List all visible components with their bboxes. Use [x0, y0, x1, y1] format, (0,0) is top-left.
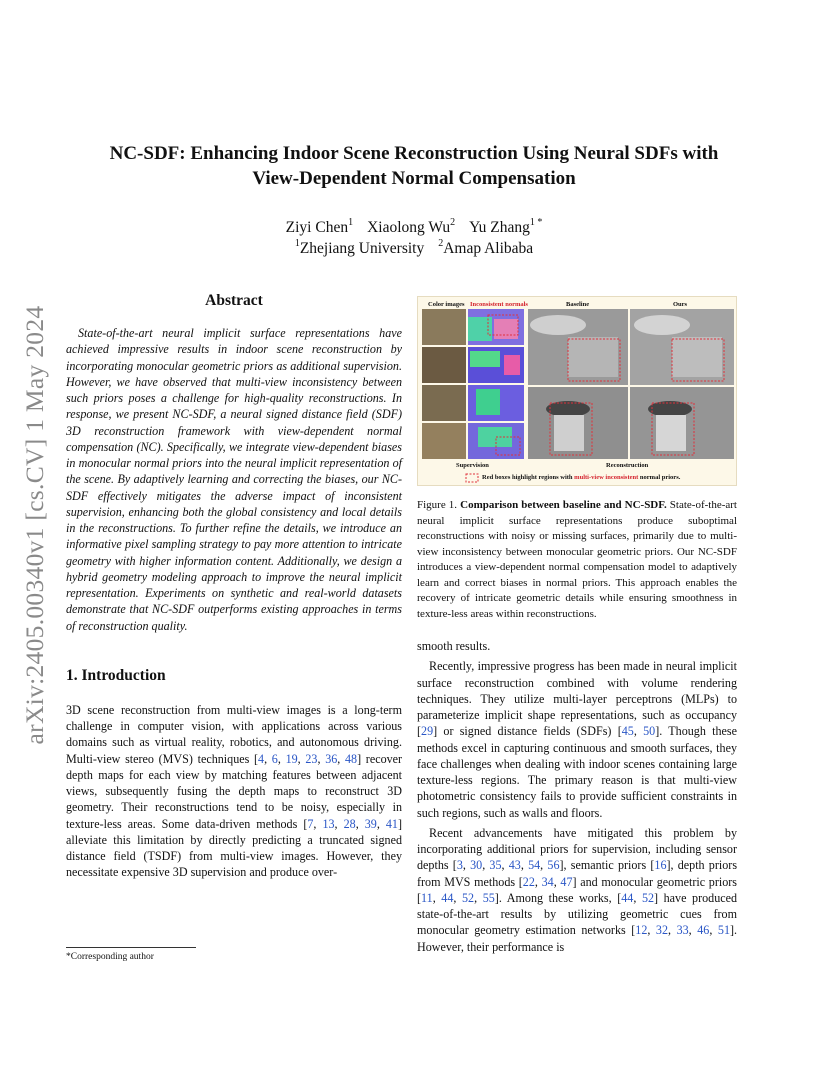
citation-link[interactable]: 50: [643, 724, 656, 739]
title-line-2: View-Dependent Normal Compensation: [252, 168, 576, 189]
citation-link[interactable]: 41: [385, 816, 398, 831]
citation-link[interactable]: 22: [522, 874, 535, 889]
citation-link[interactable]: 23: [305, 751, 318, 766]
paper-title: [60, 141, 768, 191]
left-column: [66, 292, 402, 881]
author-names: Ziyi Chen$^1$ Xiaolong Wu$^2$ Yu Zhang$^{1 *}$: [285, 216, 543, 236]
citation-link[interactable]: 44: [621, 890, 634, 905]
citation-link[interactable]: 19: [285, 751, 298, 766]
citation-link[interactable]: 13: [322, 816, 335, 831]
author-name: Yu Zhang: [469, 219, 530, 236]
figure-caption: Figure 1. Comparison between baseline and NC-SDF. State-of-the-art neural implicit surface representations produce suboptimal reconstructions with noisy or missing surfaces, primarily due to multi-view inconsistency between monocular geometric priors. Our NC-SDF introduces a view-dependent normal compensation model to adaptively learn and correct biases in normal priors. This approach enables the recovery of intricate geometric details while ensuring smoothness in texture-less areas within reconstructions.: [417, 499, 737, 620]
citation-link[interactable]: 11: [421, 890, 433, 905]
citation-link[interactable]: 3: [456, 858, 463, 873]
author-name: Ziyi Chen: [285, 219, 349, 236]
paragraph: Recent advancements have mitigated this problem by incorporating additional priors for supervision, including sensor depths [3, 30, 35, 43, 54, 56], semantic priors [16], depth priors from MVS methods [22, 34, 47] and monocular geometric priors [11, 44, 52, 55]. Among these works, [44, 52] have produced state-of-the-art results by utilizing geometric cues from monocular geometry estimation networks [12, 32, 33, 46, 51]. However, their performance is: [417, 825, 738, 954]
arxiv-stamp: [22, 285, 48, 765]
citation-link[interactable]: 47: [560, 874, 573, 889]
citation-link[interactable]: 34: [541, 874, 554, 889]
section-heading: 1. Introduction: [66, 666, 166, 684]
citation-link[interactable]: 55: [482, 890, 495, 905]
title-line-1: NC-SDF: Enhancing Indoor Scene Reconstruction Using Neural SDFs with: [109, 143, 719, 164]
citation-link[interactable]: 30: [470, 858, 483, 873]
footnote: *Corresponding author: [66, 952, 154, 962]
citation-link[interactable]: 32: [655, 923, 669, 938]
citation-link[interactable]: 33: [676, 923, 689, 938]
citation-link[interactable]: 29: [421, 724, 434, 739]
fig-header-baseline: Baseline: [566, 301, 590, 308]
citation-link[interactable]: 44: [441, 890, 454, 905]
intro-paragraph: 3D scene reconstruction from multi-view images is a long-term challenge in computer vision, with applications across various domains such as virtual reality, robotics, and autonomous driving. Multi-view stereo (MVS) techniques [4, 6, 19, 23, 36, 48] recover depth maps for each view by matching features between adjacent views, subsequently fusing the depth maps to reconstruct 3D geometry. Their reconstructions tend to be noisy, especially in texture-less areas. Some data-driven methods [7, 13, 28, 39, 41] alleviate this limitation by directly predicting a truncated signed distance field (TSDF) from multi-view images. However, they necessitate expensive 3D supervision and produce over-: [66, 702, 403, 880]
citation-link[interactable]: 43: [508, 858, 521, 873]
citation-link[interactable]: 7: [307, 816, 314, 831]
figure-graphic: [418, 297, 738, 487]
citation-link[interactable]: 35: [489, 858, 502, 873]
citation-link[interactable]: 56: [547, 858, 560, 873]
citation-link[interactable]: 16: [654, 858, 667, 873]
citation-link[interactable]: 6: [271, 751, 278, 766]
citation-link[interactable]: 52: [641, 890, 655, 905]
citation-link[interactable]: 45: [621, 724, 634, 739]
citation-link[interactable]: 4: [258, 751, 265, 766]
affiliation: Zhejiang University: [299, 240, 425, 257]
author-name: Xiaolong Wu: [367, 219, 451, 236]
color-image-1: [422, 309, 466, 345]
color-image-2: [422, 347, 466, 383]
fig-header-inconsistent: Inconsistent normals: [470, 301, 528, 308]
fig-label-supervision: Supervision: [456, 462, 489, 469]
arxiv-id: arXiv:2405.00340v1 [cs.CV] 1 May 2024: [20, 305, 49, 745]
affiliation: Amap Alibaba: [443, 240, 534, 257]
fig-legend: Red boxes highlight regions with multi-view inconsistent normal priors.: [482, 474, 681, 481]
citation-link[interactable]: 48: [345, 751, 358, 766]
figure-1: [417, 296, 737, 486]
citation-link[interactable]: 39: [364, 816, 377, 831]
abstract-heading: Abstract: [205, 292, 263, 309]
citation-link[interactable]: 46: [697, 923, 710, 938]
fig-header-ours: Ours: [673, 301, 688, 308]
citation-link[interactable]: 28: [343, 816, 356, 831]
affiliations: $^1$Zhejiang University $^2$Amap Alibaba: [294, 237, 534, 257]
citation-link[interactable]: 52: [462, 890, 475, 905]
fig-label-reconstruction: Reconstruction: [606, 462, 649, 469]
author-block: [0, 217, 828, 259]
right-column: [417, 296, 737, 955]
color-image-4: [422, 423, 466, 459]
citation-link[interactable]: 51: [717, 923, 730, 938]
paragraph: Recently, impressive progress has been made in neural implicit surface reconstruction combined with volume rendering techniques. They utilize multi-layer perceptrons (MLPs) to parameterize implicit shape representations, such as occupancy [29] or signed distance fields (SDFs) [45, 50]. Though these methods excel in capturing continuous and smooth surfaces, they face challenges when dealing with indoor scenes containing large texture-less regions. The primary reason is that multi-view photometric consistency fails to provide sufficient constraints in such regions, such as walls and floors.: [417, 659, 737, 820]
citation-link[interactable]: 36: [325, 751, 338, 766]
paragraph: smooth results.: [417, 639, 491, 653]
footnote-rule: [66, 947, 196, 948]
citation-link[interactable]: 54: [528, 858, 541, 873]
color-image-3: [422, 385, 466, 421]
fig-header-color: Color images: [428, 301, 465, 308]
abstract-text: State-of-the-art neural implicit surface representations have achieved impressive results in indoor scene reconstruction by incorporating monocular geometric priors as additional supervision. However, we have observed that multi-view inconsistency between such priors poses a challenge for high-quality reconstructions. In response, we present NC-SDF, a neural signed distance field (SDF) 3D reconstruction framework with view-dependent normal compensation (NC). Specifically, we integrate view-dependent biases in monocular normal priors into the neural implicit representation of the scene. By adaptively learning and correcting the biases, our NC-SDF effectively mitigates the adverse impact of inconsistent supervision, enhancing both the global consistency and local details in the reconstructions. To further refine the details, we introduce an informative pixel sampling strategy to pay more attention to intricate geometry with higher information content. Additionally, we design a hybrid geometry modeling approach to improve the neural implicit representation. Experiments on synthetic and real-world datasets demonstrate that NC-SDF outperforms existing approaches in terms of reconstruction quality.: [66, 326, 402, 633]
citation-link[interactable]: 12: [635, 923, 648, 938]
